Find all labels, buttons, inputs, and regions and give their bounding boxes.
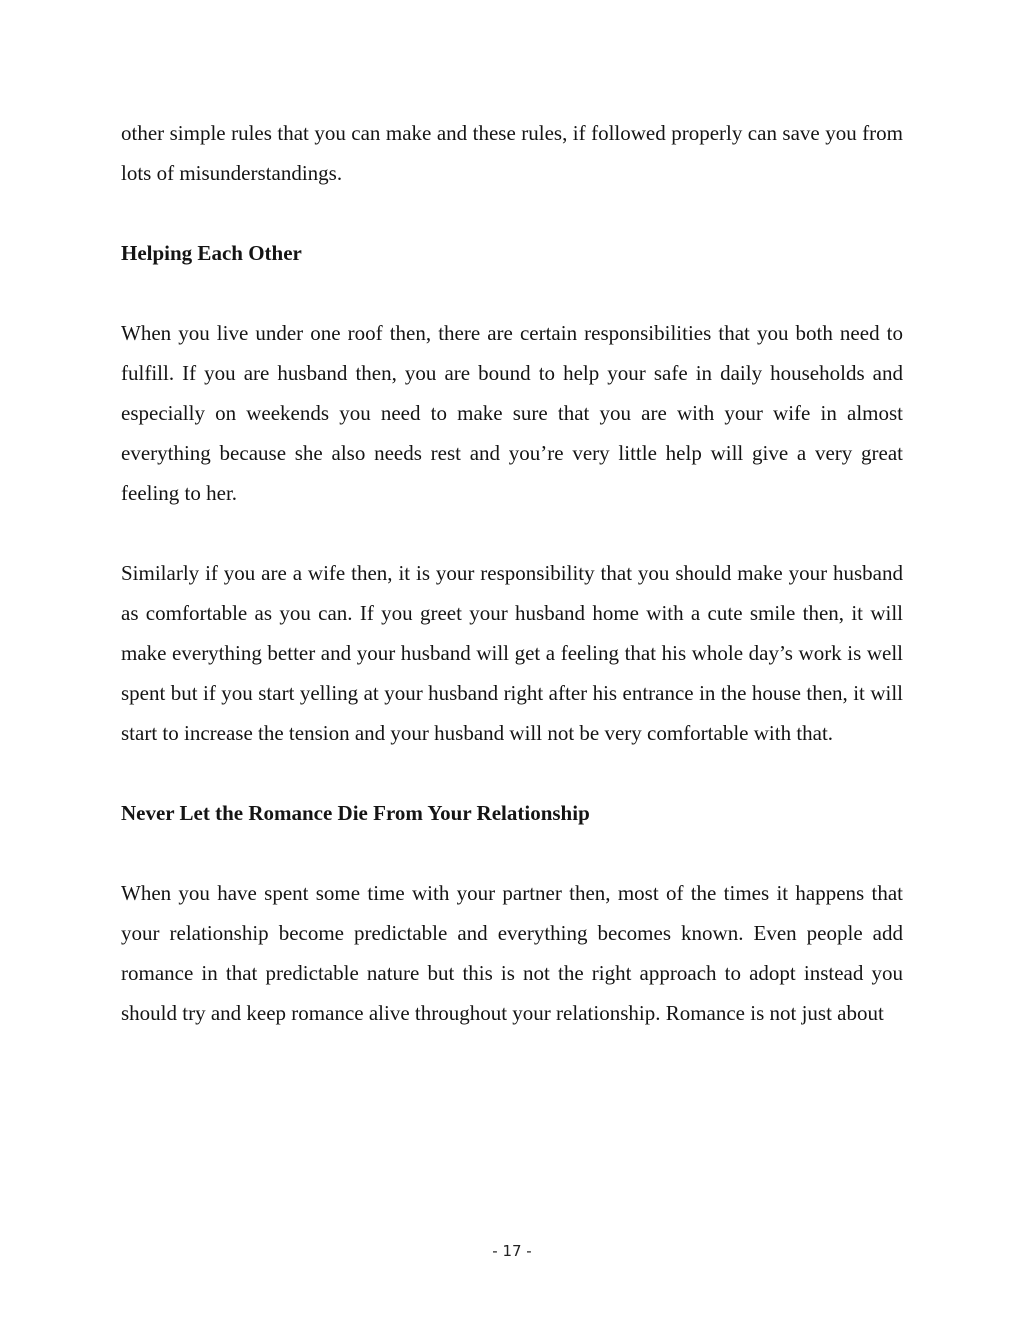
paragraph-romance: When you have spent some time with your partner then, most of the times it happens that your relationship become predictable and everything becomes known. Even people add romance in that predictable nature but this is not the right approach to adopt instead you should try and keep romance alive throughout your relationship. Romance is not just about <box>121 881 903 1025</box>
spacer <box>121 833 903 873</box>
page-number: - 17 - <box>492 1242 532 1260</box>
document-page <box>121 113 903 1033</box>
spacer <box>121 273 903 313</box>
spacer <box>121 753 903 793</box>
paragraph-wife: Similarly if you are a wife then, it is your responsibility that you should make your husband as comfortable as you can. If you greet your husband home with a cute smile then, it will make everything better and your husband will get a feeling that his whole day’s work is well spent but if you start yelling at your husband right after his entrance in the house then, it will start to increase the tension and your husband will not be very comfortable with that. <box>121 561 903 745</box>
heading-romance: Never Let the Romance Die From Your Relationship <box>121 801 590 825</box>
paragraph-intro: other simple rules that you can make and these rules, if followed properly can save you from lots of misunderstandings. <box>121 121 903 185</box>
heading-helping-each-other: Helping Each Other <box>121 241 302 265</box>
paragraph-responsibilities: When you live under one roof then, there are certain responsibilities that you both need to fulfill. If you are husband then, you are bound to help your safe in daily households and especially on weekends you need to make sure that you are with your wife in almost everything because she also needs rest and you’re very little help will give a very great feeling to her. <box>121 321 903 505</box>
spacer <box>121 513 903 553</box>
spacer <box>121 193 903 233</box>
